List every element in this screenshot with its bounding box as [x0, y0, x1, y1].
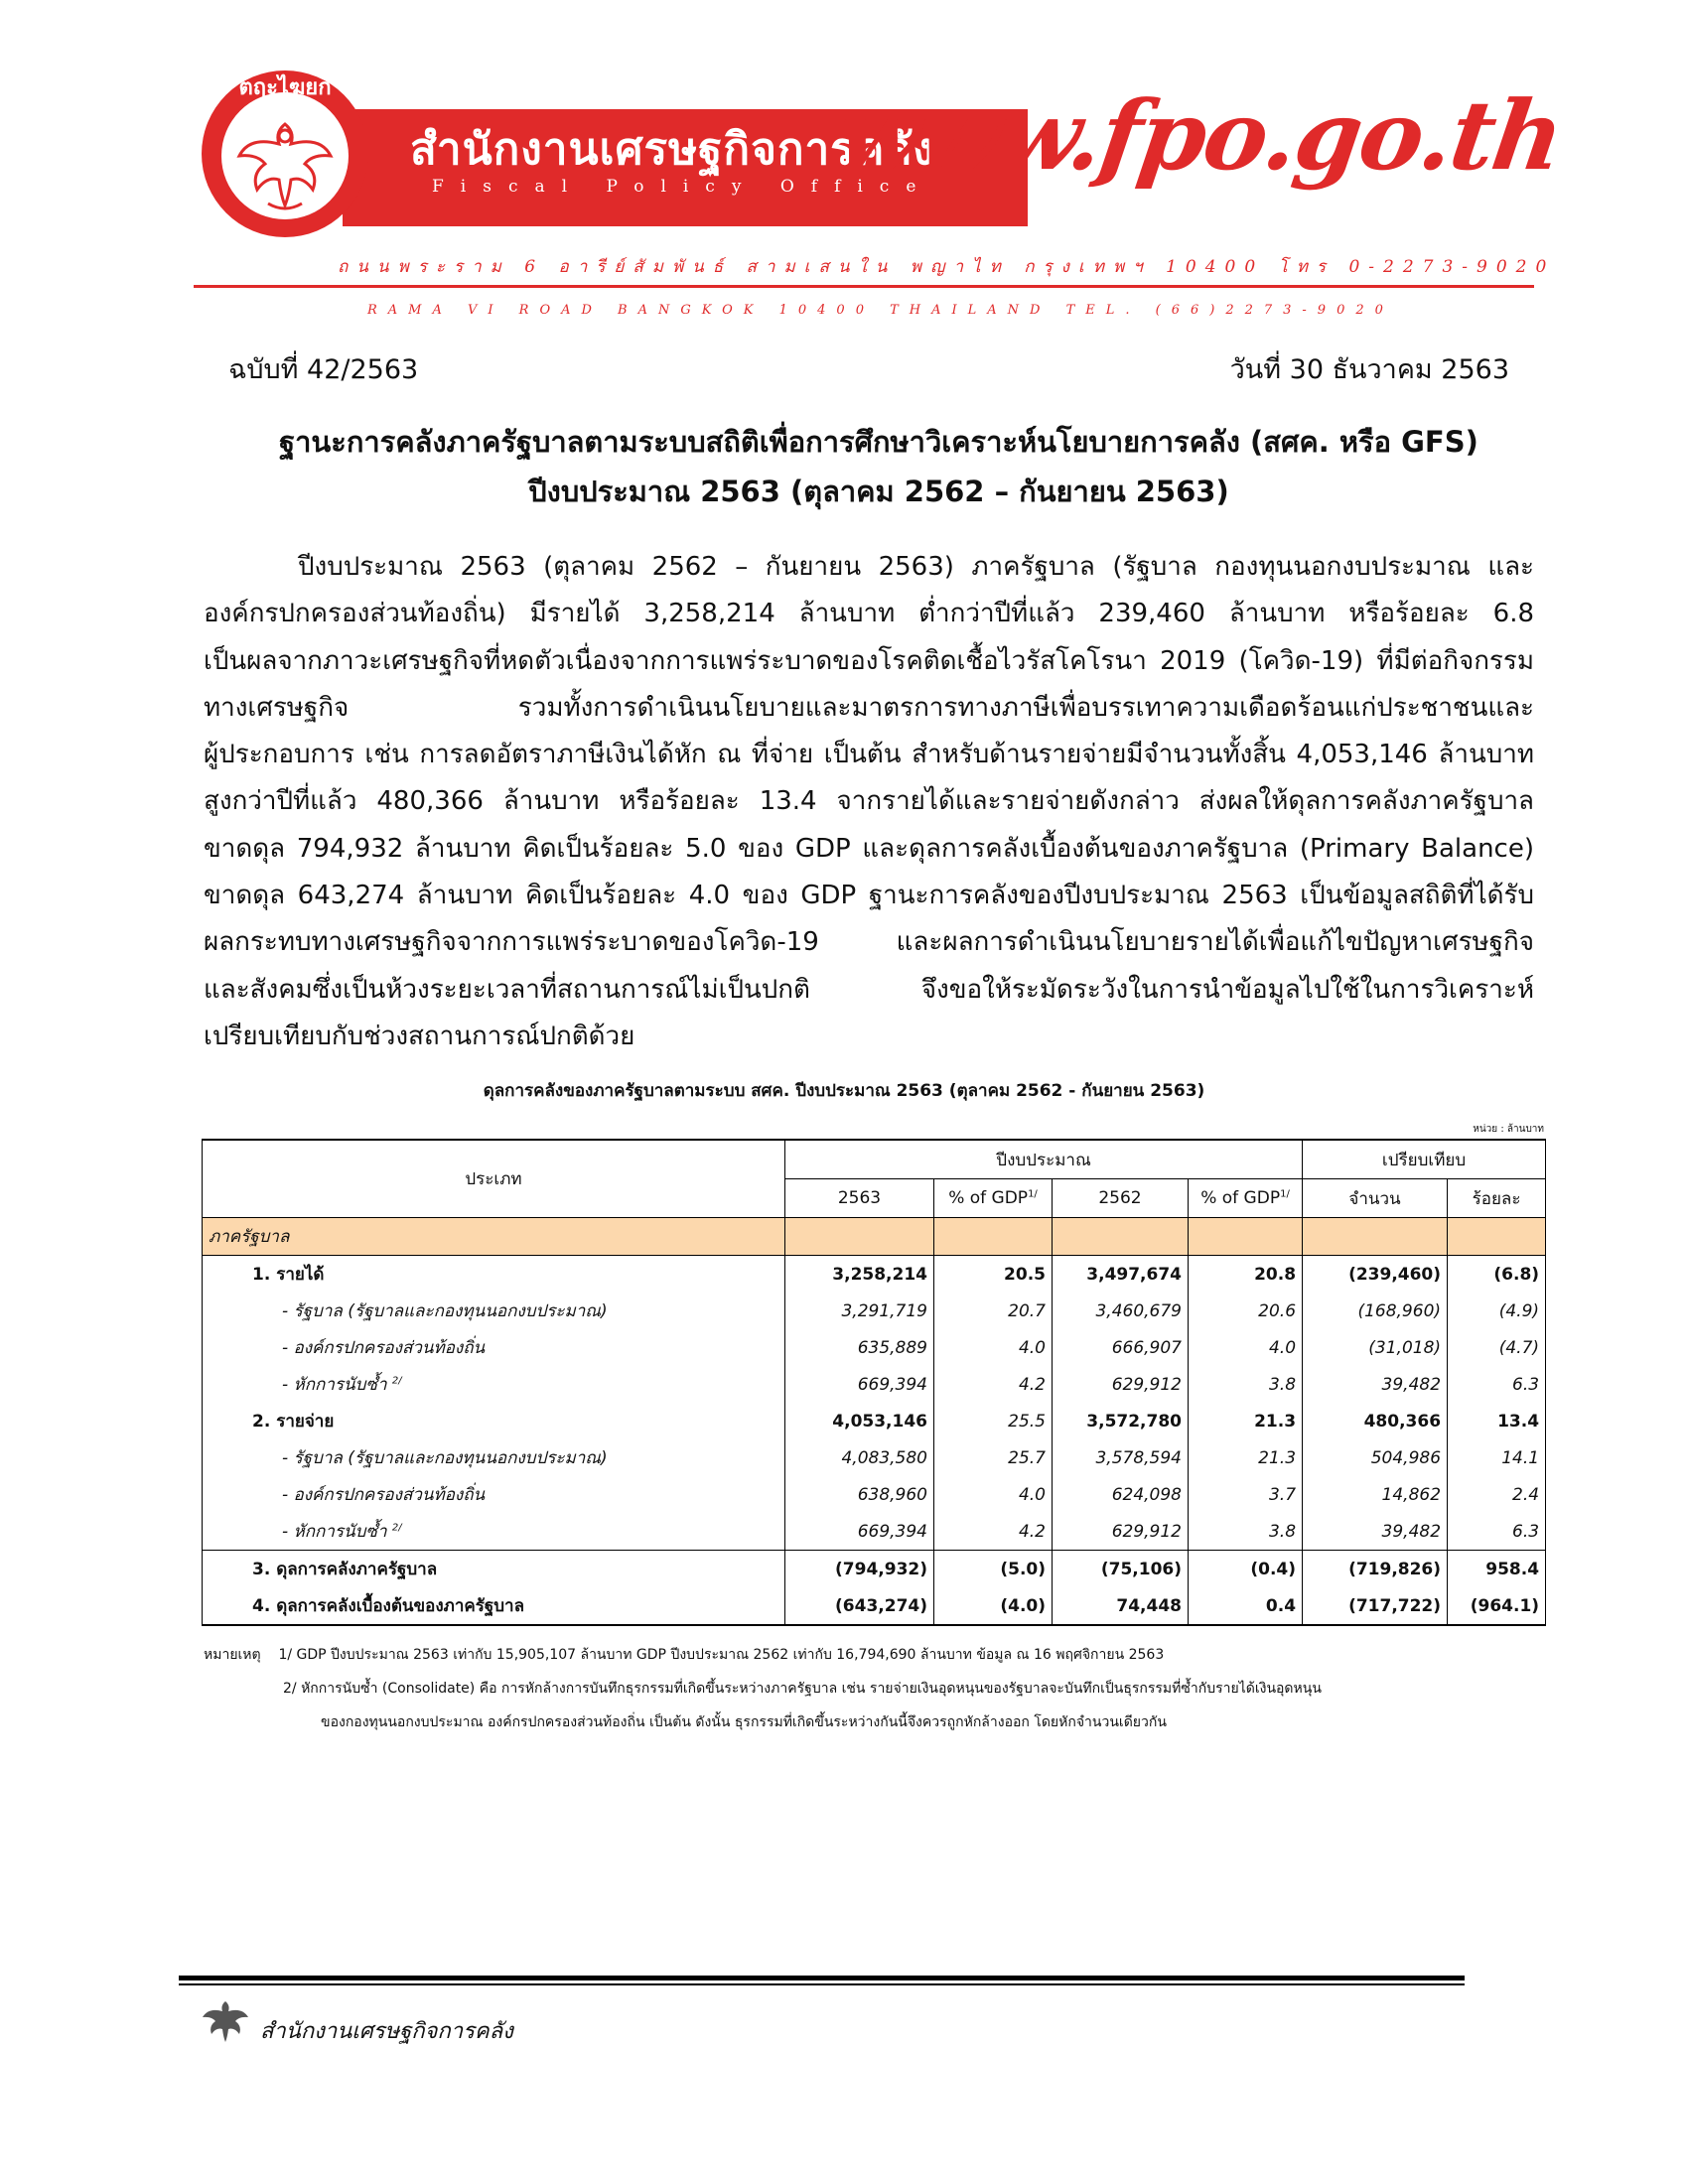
- note-1: [204, 1638, 1322, 1672]
- cell: (168,960): [1303, 1293, 1448, 1329]
- cell: 6.3: [1448, 1513, 1546, 1551]
- cell: (794,932): [785, 1551, 934, 1588]
- table-row: [203, 1403, 1546, 1439]
- table-notes: [204, 1638, 1322, 1739]
- note-2b: ของกองทุนนอกงบประมาณ องค์กรปกครองส่วนท้องถิ่น เป็นต้น ดังนั้น ธุรกรรมที่เกิดขึ้นระหว่างกันนี้จึงควรถูกหักล้างออก โดยหักจำนวนเดียวกัน: [321, 1714, 1167, 1730]
- section-row: [203, 1218, 1546, 1256]
- letterhead: [194, 55, 1569, 342]
- cell: 4.2: [934, 1513, 1053, 1551]
- table-row: [203, 1293, 1546, 1329]
- cell: (0.4): [1189, 1551, 1303, 1588]
- table-row: [203, 1551, 1546, 1588]
- cell: 3,578,594: [1053, 1439, 1189, 1476]
- issue-number: ฉบับที่ 42/2563: [228, 354, 419, 385]
- office-name-en: Fiscal Policy Office: [432, 177, 933, 197]
- cell: 958.4: [1448, 1551, 1546, 1588]
- cell: 3,460,679: [1053, 1293, 1189, 1329]
- address-th: ถนนพระราม 6 อารีย์สัมพันธ์ สามเสนใน พญาไท กรุงเทพฯ 10400 โทร 0-2273-9020: [338, 257, 1556, 277]
- cell: 13.4: [1448, 1403, 1546, 1439]
- row-label: - องค์กรปกครองส่วนท้องถิ่น: [203, 1476, 785, 1513]
- body-line: เปรียบเทียบกับช่วงสถานการณ์ปกติด้วย: [204, 1021, 635, 1051]
- header-amount: จำนวน: [1303, 1179, 1448, 1218]
- title-line-1: ฐานะการคลังภาครัฐบาลตามระบบสถิติเพื่อการศึกษาวิเคราะห์นโยบายการคลัง (สศค. หรือ GFS): [279, 425, 1478, 459]
- table-row: [203, 1476, 1546, 1513]
- cell: 669,394: [785, 1366, 934, 1403]
- header-gdp-2563: % of $GDP^{1/}$: [934, 1179, 1053, 1218]
- body-line: ขาดดุล 643,274 ล้านบาท คิดเป็นร้อยละ 4.0 ของ GDP ฐานะการคลังของปีงบประมาณ 2563 เป็นข้อมูลสถิติที่ได้รับ: [204, 881, 1534, 911]
- cell: 504,986: [1303, 1439, 1448, 1476]
- table-row: [203, 1439, 1546, 1476]
- cell: 20.8: [1189, 1256, 1303, 1294]
- cell: 4,053,146: [785, 1403, 934, 1439]
- cell: (4.9): [1448, 1293, 1546, 1329]
- body-line: สูงกว่าปีที่แล้ว 480,366 ล้านบาท หรือร้อยละ 13.4 จากรายได้และรายจ่ายดังกล่าว ส่งผลให้ดุลการคลังภาครัฐบาล: [204, 786, 1534, 817]
- cell: (5.0): [934, 1551, 1053, 1588]
- cell: 638,960: [785, 1476, 934, 1513]
- cell: 39,482: [1303, 1366, 1448, 1403]
- cell: (643,274): [785, 1587, 934, 1625]
- note-2a: 2/ หักการนับซ้ำ (Consolidate) คือ การหักล้างการบันทึกธุรกรรมที่เกิดขึ้นระหว่างภาครัฐบาล เช่น รายจ่ายเงินอุดหนุนของรัฐบาลจะบันทึกเป็นธุรกรรมที่ซ้ำกับรายได้เงินอุดหนุน: [283, 1681, 1322, 1697]
- body-line: องค์กรปกครองส่วนท้องถิ่น) มีรายได้ 3,258,214 ล้านบาท ต่ำกว่าปีที่แล้ว 239,460 ล้านบาท หรือร้อยละ 6.8: [204, 599, 1534, 629]
- address-en: RAMA VI ROAD BANGKOK 10400 THAILAND TEL. (66)2273-9020: [367, 303, 1394, 318]
- cell: (719,826): [1303, 1551, 1448, 1588]
- cell: 3,572,780: [1053, 1403, 1189, 1439]
- header-2562: 2562: [1053, 1179, 1189, 1218]
- section-label: ภาครัฐบาล: [203, 1218, 785, 1256]
- garuda-seal-logo: [199, 65, 372, 238]
- cell: 14.1: [1448, 1439, 1546, 1476]
- footer-divider: [179, 1976, 1465, 1980]
- cell: 3.7: [1189, 1476, 1303, 1513]
- row-label: 4. ดุลการคลังเบื้องต้นของภาครัฐบาล: [203, 1587, 785, 1625]
- cell: 25.5: [934, 1403, 1053, 1439]
- row-label: - รัฐบาล (รัฐบาลและกองทุนนอกงบประมาณ): [203, 1293, 785, 1329]
- table-row: [203, 1329, 1546, 1366]
- cell: (239,460): [1303, 1256, 1448, 1294]
- cell: 6.3: [1448, 1366, 1546, 1403]
- notes-label: หมายเหตุ: [204, 1647, 261, 1663]
- header-gdp-2562: % of $GDP^{1/}$: [1189, 1179, 1303, 1218]
- body-line: และสังคมซึ่งเป็นห้วงระยะเวลาที่สถานการณ์ไม่เป็นปกติ จึงขอให้ระมัดระวังในการนำข้อมูลไปใช้ในการวิเคราะห์: [204, 974, 1534, 1005]
- row-label: 3. ดุลการคลังภาครัฐบาล: [203, 1551, 785, 1588]
- seal-text: ตฤะไฆยก: [238, 75, 332, 100]
- table-unit: หน่วย : ล้านบาท: [1473, 1124, 1544, 1135]
- note-1-text: 1/ GDP ปีงบประมาณ 2563 เท่ากับ 15,905,107 ล้านบาท GDP ปีงบประมาณ 2562 เท่ากับ 16,794,690 ล้านบาท ข้อมูล ณ 16 พฤศจิกายน 2563: [278, 1647, 1165, 1663]
- cell: 635,889: [785, 1329, 934, 1366]
- table-row: [203, 1513, 1546, 1551]
- header-type: ประเภท: [203, 1140, 785, 1218]
- table-row: [203, 1366, 1546, 1403]
- cell: (717,722): [1303, 1587, 1448, 1625]
- cell: (964.1): [1448, 1587, 1546, 1625]
- body-line: ขาดดุล 794,932 ล้านบาท คิดเป็นร้อยละ 5.0 ของ GDP และดุลการคลังเบื้องต้นของภาครัฐบาล (Primary Balance): [204, 833, 1534, 864]
- cell: (75,106): [1053, 1551, 1189, 1588]
- row-label: - หักการนับซ้ำ $^{2/}$: [203, 1366, 785, 1403]
- cell: 4.0: [1189, 1329, 1303, 1366]
- row-label: 2. รายจ่าย: [203, 1403, 785, 1439]
- row-label: - องค์กรปกครองส่วนท้องถิ่น: [203, 1329, 785, 1366]
- cell: 629,912: [1053, 1513, 1189, 1551]
- cell: 39,482: [1303, 1513, 1448, 1551]
- header-2563: 2563: [785, 1179, 934, 1218]
- website-url: www.fpo.go.th: [831, 79, 1569, 192]
- footer-divider-thin: [179, 1983, 1465, 1985]
- letterhead-divider: [194, 285, 1534, 288]
- title-line-2: ปีงบประมาณ 2563 (ตุลาคม 2562 – กันยายน 2563): [528, 475, 1229, 508]
- cell: 74,448: [1053, 1587, 1189, 1625]
- cell: 480,366: [1303, 1403, 1448, 1439]
- table-row: [203, 1587, 1546, 1625]
- cell: 4.0: [934, 1476, 1053, 1513]
- body-line: เป็นผลจากภาวะเศรษฐกิจที่หดตัวเนื่องจากการแพร่ระบาดของโรคติดเชื้อไวรัสโคโรนา 2019 (โควิด-19) ที่มีต่อกิจกรรม: [204, 645, 1534, 676]
- table-title: ดุลการคลังของภาครัฐบาลตามระบบ สศค. ปีงบประมาณ 2563 (ตุลาคม 2562 - กันยายน 2563): [483, 1081, 1205, 1101]
- fiscal-balance-table: [202, 1139, 1546, 1626]
- row-label: - รัฐบาล (รัฐบาลและกองทุนนอกงบประมาณ): [203, 1439, 785, 1476]
- cell: 21.3: [1189, 1403, 1303, 1439]
- cell: 669,394: [785, 1513, 934, 1551]
- body-line: ผู้ประกอบการ เช่น การลดอัตราภาษีเงินได้หัก ณ ที่จ่าย เป็นต้น สำหรับด้านรายจ่ายมีจำนวนทั้งสิ้น 4,053,146 ล้านบาท: [204, 740, 1534, 770]
- cell: 14,862: [1303, 1476, 1448, 1513]
- cell: 21.3: [1189, 1439, 1303, 1476]
- cell: (6.8): [1448, 1256, 1546, 1294]
- cell: 3,258,214: [785, 1256, 934, 1294]
- cell: 4.0: [934, 1329, 1053, 1366]
- cell: 0.4: [1189, 1587, 1303, 1625]
- cell: 2.4: [1448, 1476, 1546, 1513]
- header-compare: เปรียบเทียบ: [1303, 1140, 1546, 1179]
- cell: 666,907: [1053, 1329, 1189, 1366]
- cell: 4,083,580: [785, 1439, 934, 1476]
- cell: 20.6: [1189, 1293, 1303, 1329]
- office-name-th: สำนักงานเศรษฐกิจการคลัง: [410, 124, 935, 175]
- cell: 624,098: [1053, 1476, 1189, 1513]
- garuda-emblem-icon: [199, 1997, 253, 2049]
- row-label: - หักการนับซ้ำ $^{2/}$: [203, 1513, 785, 1551]
- body-line: ผลกระทบทางเศรษฐกิจจากการแพร่ระบาดของโควิด-19 และผลการดำเนินนโยบายรายได้เพื่อแก้ไขปัญหาเศรษฐกิจ: [204, 927, 1534, 958]
- header-percent: ร้อยละ: [1448, 1179, 1546, 1218]
- footer-office-name: สำนักงานเศรษฐกิจการคลัง: [260, 2019, 513, 2044]
- cell: 20.7: [934, 1293, 1053, 1329]
- cell: 3,291,719: [785, 1293, 934, 1329]
- cell: 4.2: [934, 1366, 1053, 1403]
- cell: 3.8: [1189, 1366, 1303, 1403]
- cell: 25.7: [934, 1439, 1053, 1476]
- issue-date: วันที่ 30 ธันวาคม 2563: [1229, 354, 1509, 385]
- cell: (31,018): [1303, 1329, 1448, 1366]
- cell: 20.5: [934, 1256, 1053, 1294]
- body-paragraph: [204, 544, 1534, 1060]
- cell: 3,497,674: [1053, 1256, 1189, 1294]
- document-title: [0, 417, 1688, 516]
- body-line: ปีงบประมาณ 2563 (ตุลาคม 2562 – กันยายน 2563) ภาครัฐบาล (รัฐบาล กองทุนนอกงบประมาณ และ: [298, 552, 1534, 582]
- body-line: ทางเศรษฐกิจ รวมทั้งการดำเนินนโยบายและมาตรการทางภาษีเพื่อบรรเทาความเดือดร้อนแก่ประชาชนและ: [204, 692, 1534, 723]
- cell: (4.7): [1448, 1329, 1546, 1366]
- cell: 3.8: [1189, 1513, 1303, 1551]
- header-fiscal-year: ปีงบประมาณ: [785, 1140, 1303, 1179]
- table-row: [203, 1256, 1546, 1294]
- row-label: 1. รายได้: [203, 1256, 785, 1294]
- cell: 629,912: [1053, 1366, 1189, 1403]
- cell: (4.0): [934, 1587, 1053, 1625]
